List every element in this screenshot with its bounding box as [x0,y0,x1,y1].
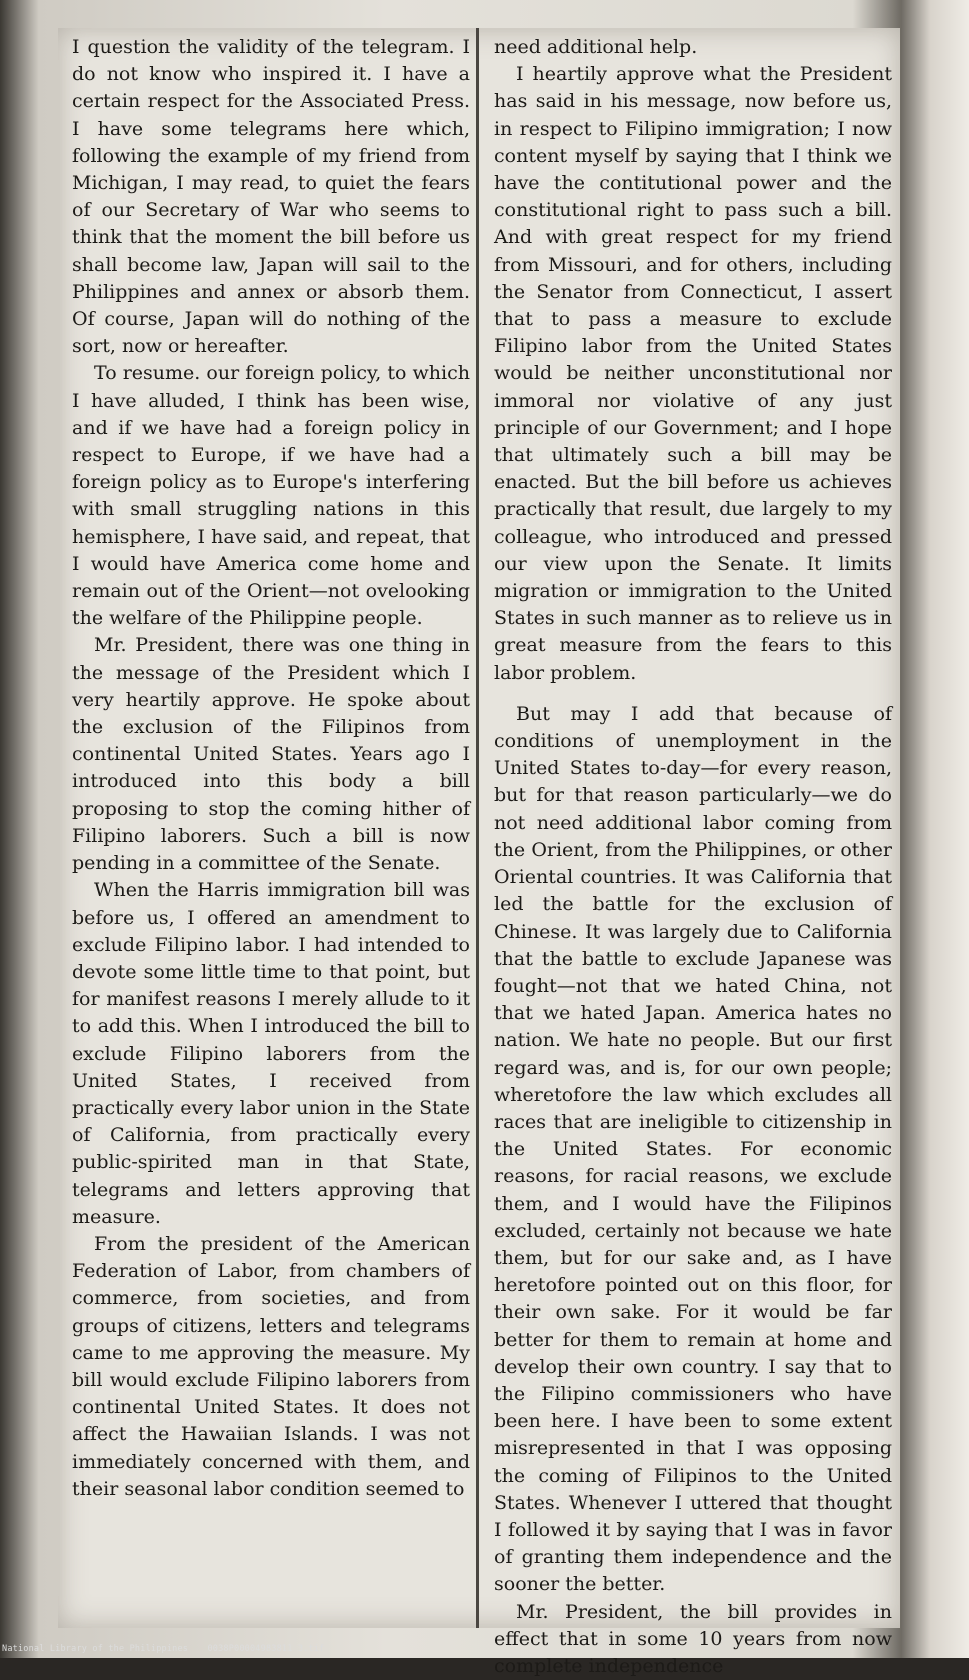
paragraph: I heartily approve what the President has said in his message, now before us, in respect to Filipino immigration; I now content myself by saying that I think we have the contitutional power and the constitutional right to pass such a bill. And with great respect for my friend from Missouri, and for others, including the Senator from Connecticut, I assert that to pass a measure to exclude Filipino labor from the United States would be neither unconstitutional nor immoral nor violative of any just principle of our Government; and I hope that ultimately such a bill may be enacted. But the bill before us achieves practically that result, due largely to my colleague, who introduced and pressed our view upon the Senate. It limits migration or immigration to the United States in such manner as to relieve us in great measure from the fears to this labor problem. [494,63,892,684]
scan-footer [2,1644,338,1654]
footer-file-id: 0038P00004983811 3.tif [207,1644,325,1654]
paragraph: But may I add that because of conditions of unemployment in the United States to-day—for every reason, but for that reason particularly—we do not need additional labor coming from the Orient, from the Philippines, or other Oriental countries. It was California that led the battle for the exclusion of Chinese. It was largely due to California that the battle to exclude Japanese was fought—not that we hated China, not that we hated Japan. America hates no nation. We hate no people. But our first regard was, and is, for our own people; wheretofore the law which excludes all races that are ineligible to citizenship in the United States. For economic reasons, for racial reasons, we exclude them, and I would have the Filipinos excluded, certainly not because we hate them, but for our sake and, as I have heretofore pointed out on this floor, for their own sake. For it would be far better for them to remain at home and develop their own country. I say that to the Filipino commissioners who have been here. I have been to some extent misrepresented in that I was opposing the coming of Filipinos to the United States. Whenever I uttered that thought I followed it by saying that I was in favor of granting them independence and the sooner the better. [494,702,892,1596]
footer-institution: National Library of the Philippines [2,1644,189,1654]
column-divider [476,28,479,1628]
left-column [72,34,470,1620]
paragraph: Mr. President, the bill provides in effect that in some 10 years from now complete independence [494,1600,892,1677]
paragraph: I question the validity of the telegram. I do not know who inspired it. I have a certain respect for the Associated Press. I have some telegrams here which, following the example of my friend from Michigan, I may read, to quiet the fears of our Secretary of War who seems to think that the moment the bill before us shall become law, Japan will sail to the Philippines and annex or absorb them. Of course, Japan will do nothing of the sort, now or hereafter. [72,36,470,358]
paragraph: Mr. President, there was one thing in the message of the President which I very heartily approve. He spoke about the exclusion of the Filipinos from continental United States. Years ago I introduced into this body a bill proposing to stop the coming hither of Filipino laborers. Such a bill is now pending in a committee of the Senate. [72,634,470,875]
paragraph: When the Harris immigration bill was before us, I offered an amendment to exclude Filipino labor. I had intended to devote some little time to that point, but for manifest reasons I merely allude to it to add this. When I introduced the bill to exclude Filipino laborers from the United States, I received from practically every labor union in the State of California, from practically every public-spirited man in that State, telegrams and letters approving that measure. [72,879,470,1228]
paragraph: To resume. our foreign policy, to which I have alluded, I think has been wise, and if we have had a foreign policy in respect to Europe, if we have had a foreign policy as to Europe's interfering with small struggling nations in this hemisphere, I have said, and repeat, that I would have America come home and remain out of the Orient—not ovelooking the welfare of the Philippine people. [72,362,470,630]
paragraph: From the president of the American Federation of Labor, from chambers of commerce, from societies, and from groups of citizens, letters and telegrams came to me approving the measure. My bill would exclude Filipino laborers from continental United States. It does not affect the Hawaiian Islands. I was not immediately concerned with them, and their seasonal labor condition seemed to [72,1232,470,1500]
right-column [494,34,892,1677]
paragraph-gap [494,687,892,701]
paragraph: need additional help. [494,36,698,58]
